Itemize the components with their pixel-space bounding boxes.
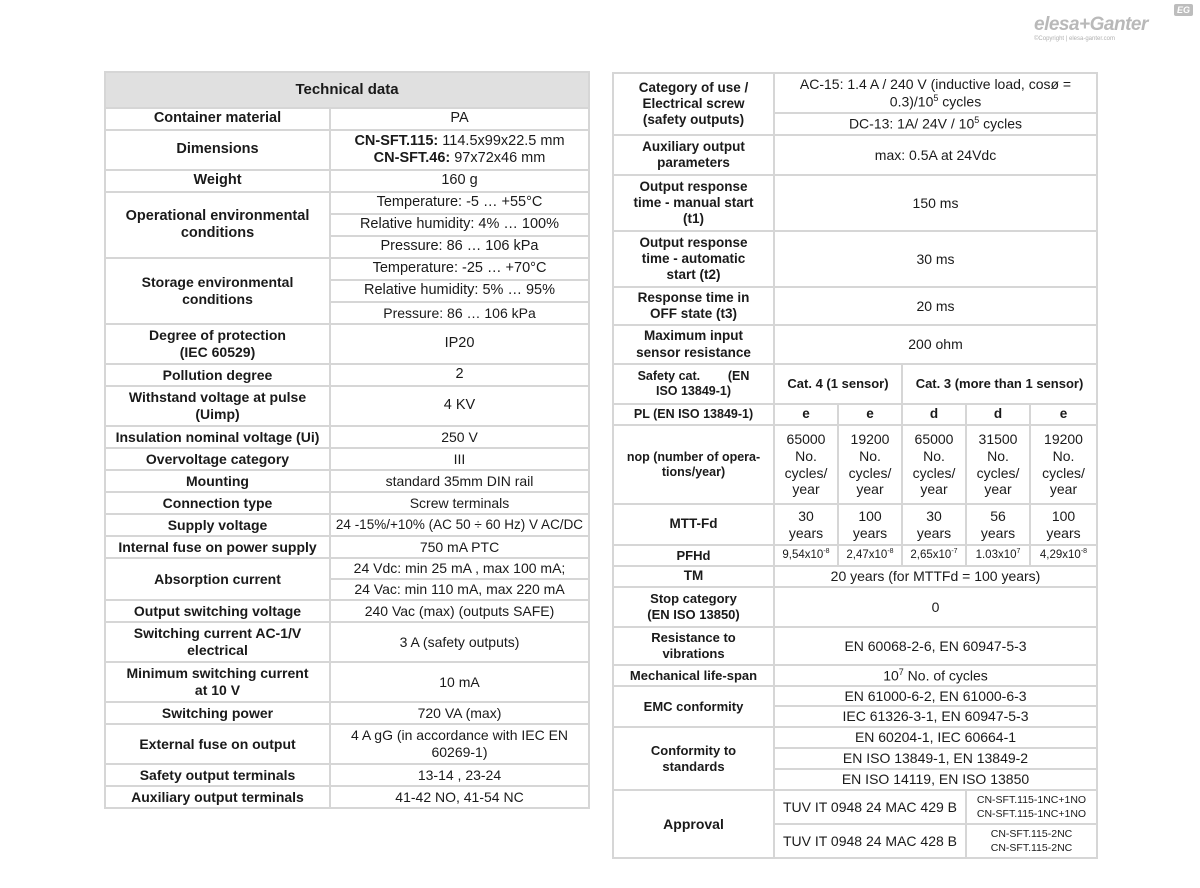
mttfd-number: 56: [990, 507, 1006, 524]
value-text: cycles: [979, 115, 1023, 132]
label-line: Stop category: [650, 591, 737, 607]
label-line: (EN ISO 13850): [647, 607, 740, 622]
row-label: Overvoltage category: [105, 448, 330, 470]
pl-value: e: [774, 404, 838, 425]
nop-unit: cycles/: [784, 464, 828, 481]
table-row: [613, 73, 1097, 113]
row-value: Pressure: 86 … 106 kPa: [330, 236, 589, 258]
row-label: PFHd: [613, 545, 774, 566]
pfhd-mantissa: 9,54x10: [782, 549, 824, 562]
table-row: [105, 492, 589, 514]
nop-number: 31500: [978, 430, 1018, 447]
row-label: [613, 135, 774, 175]
label-line: parameters: [657, 155, 730, 170]
pl-value: d: [966, 404, 1030, 425]
row-value: 20 years (for MTTFd = 100 years): [774, 566, 1097, 587]
table-row: [105, 514, 589, 536]
safety-data-table: [612, 72, 1098, 859]
nop-unit: year: [984, 481, 1012, 498]
pl-value: d: [902, 404, 966, 425]
label-line: nop (number of opera-: [626, 449, 761, 464]
row-value: 160 g: [330, 170, 589, 192]
row-label: [105, 662, 330, 702]
model-name: CN-SFT.46:: [373, 150, 451, 166]
row-label: [105, 622, 330, 662]
table-row: [105, 130, 589, 170]
label-line: electrical: [187, 642, 248, 658]
nop-number: 65000: [914, 430, 954, 447]
nop-unit: year: [792, 481, 820, 498]
row-value: PA: [330, 108, 589, 130]
table-row: [105, 192, 589, 214]
model-line: CN-SFT.115-1NC+1NO: [976, 793, 1087, 806]
nop-number: 65000: [786, 430, 826, 447]
mttfd-value: [966, 504, 1030, 545]
row-value: [774, 665, 1097, 686]
mttfd-value: [902, 504, 966, 545]
brand-badge: EG: [1174, 4, 1193, 16]
mttfd-unit: years: [1046, 524, 1081, 541]
row-value: EN 61000-6-2, EN 61000-6-3: [774, 686, 1097, 706]
model-line: CN-SFT.115-2NC: [990, 827, 1073, 840]
row-value: 2: [330, 364, 589, 386]
row-value: 200 ohm: [774, 325, 1097, 364]
label-line: Switching current AC-1/V: [133, 625, 302, 642]
table-row: [613, 790, 1097, 824]
row-label: Auxiliary output terminals: [105, 786, 330, 808]
row-label: [105, 324, 330, 364]
table-row: [613, 545, 1097, 566]
table-row: [613, 325, 1097, 364]
brand-name: elesa+Ganter: [1034, 14, 1148, 35]
dimension-value: 97x72x46 mm: [450, 150, 546, 166]
pfhd-exponent: -8: [823, 548, 830, 556]
label-line: (safety outputs): [642, 112, 745, 128]
exponent: 5: [933, 92, 939, 103]
row-value: 30 ms: [774, 231, 1097, 287]
nop-unit: cycles/: [1042, 464, 1085, 481]
row-value: Temperature: -5 … +55°C: [330, 192, 589, 214]
nop-unit: cycles/: [976, 464, 1020, 481]
table-row: [613, 587, 1097, 627]
row-value: Pressure: 86 … 106 kPa: [330, 302, 589, 324]
pfhd-value: [966, 545, 1030, 566]
row-value: 3 A (safety outputs): [330, 622, 589, 662]
label-line: vibrations: [662, 646, 725, 661]
table-row: [613, 135, 1097, 175]
nop-value: [966, 425, 1030, 504]
table-row: [613, 566, 1097, 587]
row-value: 10 mA: [330, 662, 589, 702]
table-row: [613, 665, 1097, 686]
label-line: ISO 13849-1): [655, 384, 732, 398]
row-label: [613, 727, 774, 790]
row-value: Relative humidity: 4% … 100%: [330, 214, 589, 236]
table-row: [613, 504, 1097, 545]
label-line: Response time in: [637, 289, 750, 305]
table-row: [613, 727, 1097, 748]
row-value: IP20: [330, 324, 589, 364]
row-value: 24 -15%/+10% (AC 50 ÷ 60 Hz) V AC/DC: [330, 514, 589, 536]
mttfd-number: 30: [926, 507, 942, 524]
value-line: 0.3)/10: [889, 93, 934, 110]
row-label: Approval: [613, 790, 774, 858]
row-label: External fuse on output: [105, 724, 330, 764]
nop-unit: No.: [987, 447, 1009, 464]
row-value: standard 35mm DIN rail: [330, 470, 589, 492]
nop-unit: year: [1049, 481, 1078, 498]
table-row: [105, 426, 589, 448]
dimension-value: 114.5x99x22.5 mm: [438, 132, 565, 149]
brand-copyright: ©Copyright | elesa-ganter.com: [1034, 36, 1116, 42]
nop-unit: No.: [859, 447, 881, 464]
table-row: [105, 108, 589, 130]
nop-unit: No.: [923, 447, 945, 464]
technical-data-table: [104, 71, 590, 809]
row-value: EN 60068-2-6, EN 60947-5-3: [774, 627, 1097, 665]
row-label: [613, 287, 774, 325]
row-label: Supply voltage: [105, 514, 330, 536]
nop-value: [774, 425, 838, 504]
label-line: Output response: [639, 178, 748, 194]
nop-number: 19200: [850, 430, 890, 447]
mttfd-value: [774, 504, 838, 545]
row-label: [613, 364, 774, 404]
pfhd-exponent: -8: [887, 548, 894, 556]
row-value: 250 V: [330, 426, 589, 448]
label-line: (IEC 60529): [179, 344, 256, 360]
mttfd-number: 100: [858, 507, 882, 524]
row-value: 4 KV: [330, 386, 589, 426]
row-value: EN ISO 14119, EN ISO 13850: [774, 769, 1097, 790]
label-line: start (t2): [666, 267, 721, 283]
table-row: [105, 600, 589, 622]
value-line: cycles: [938, 93, 982, 110]
label-line: Auxiliary output: [642, 138, 745, 154]
label-line: OFF state (t3): [649, 306, 737, 321]
label-line: Withstand voltage at pulse: [128, 389, 307, 406]
label-line: sensor resistance: [636, 344, 751, 360]
value-text: 10: [883, 667, 899, 684]
table-row: [105, 558, 589, 579]
row-value: Relative humidity: 5% … 95%: [330, 280, 589, 302]
label-line: Minimum switching current: [126, 665, 309, 682]
certificate-models: [966, 824, 1097, 858]
label-line: standards: [662, 758, 725, 774]
table-row: [613, 404, 1097, 425]
row-label: Connection type: [105, 492, 330, 514]
label-line: Safety cat. (EN: [637, 369, 750, 383]
row-value: max: 0.5A at 24Vdc: [774, 135, 1097, 175]
pfhd-mantissa: 4,29x10: [1039, 549, 1081, 562]
row-label: Output switching voltage: [105, 600, 330, 622]
label-line: at 10 V: [194, 682, 241, 698]
pfhd-mantissa: 2,65x10: [910, 549, 952, 562]
model-line: CN-SFT.115-2NC: [990, 842, 1073, 854]
row-label: [613, 425, 774, 504]
row-label: Insulation nominal voltage (Ui): [105, 426, 330, 448]
brand-logo: [1030, 5, 1195, 48]
label-line: Output response: [639, 234, 748, 250]
label-line: Maximum input: [643, 328, 743, 344]
row-label: [613, 231, 774, 287]
label-line: (t1): [683, 211, 704, 227]
exponent: 7: [898, 666, 904, 677]
row-label: [613, 73, 774, 135]
row-value: 13-14 , 23-24: [330, 764, 589, 786]
row-label: [613, 175, 774, 231]
row-label: Switching power: [105, 702, 330, 724]
pl-value: e: [838, 404, 902, 425]
table-row: [105, 622, 589, 662]
row-label: Weight: [105, 170, 330, 192]
pfhd-value: [838, 545, 902, 566]
nop-unit: No.: [795, 447, 817, 464]
certificate-number: TUV IT 0948 24 MAC 429 B: [774, 790, 966, 824]
mttfd-value: [1030, 504, 1097, 545]
pfhd-mantissa: 1.03x10: [975, 549, 1017, 562]
exponent: 5: [974, 115, 980, 126]
row-label: Internal fuse on power supply: [105, 536, 330, 558]
row-label: [613, 587, 774, 627]
row-label: Operational environmental conditions: [105, 192, 330, 258]
pfhd-mantissa: 2,47x10: [846, 549, 888, 562]
table-title: Technical data: [105, 72, 589, 108]
certificate-number: TUV IT 0948 24 MAC 428 B: [774, 824, 966, 858]
certificate-models: [966, 790, 1097, 824]
row-label: [613, 325, 774, 364]
row-value: Temperature: -25 … +70°C: [330, 258, 589, 280]
row-label: Pollution degree: [105, 364, 330, 386]
value-text: No. of cycles: [903, 667, 988, 684]
row-label: MTT-Fd: [613, 504, 774, 545]
row-value: 24 Vdc: min 25 mA , max 100 mA;: [330, 558, 589, 579]
nop-number: 19200: [1044, 430, 1083, 447]
row-label: [105, 386, 330, 426]
row-label: Dimensions: [105, 130, 330, 170]
row-value: 20 ms: [774, 287, 1097, 325]
table-row: [613, 627, 1097, 665]
row-label: PL (EN ISO 13849-1): [613, 404, 774, 425]
table-row: [105, 258, 589, 280]
mttfd-value: [838, 504, 902, 545]
mttfd-unit: years: [788, 524, 824, 541]
row-label: Container material: [105, 108, 330, 130]
nop-unit: year: [920, 481, 948, 498]
row-label: Mounting: [105, 470, 330, 492]
row-value: 240 Vac (max) (outputs SAFE): [330, 600, 589, 622]
nop-value: [902, 425, 966, 504]
row-label: Absorption current: [105, 558, 330, 600]
table-row: [613, 364, 1097, 404]
nop-unit: year: [856, 481, 884, 498]
table-row: [613, 175, 1097, 231]
row-label: [613, 627, 774, 665]
nop-value: [838, 425, 902, 504]
label-line: Degree of protection: [149, 327, 286, 344]
row-value: EN 60204-1, IEC 60664-1: [774, 727, 1097, 748]
table-row: [105, 536, 589, 558]
cat4-header: Cat. 4 (1 sensor): [774, 364, 902, 404]
label-line: (Uimp): [195, 406, 240, 422]
mttfd-unit: years: [980, 524, 1016, 541]
label-line: Conformity to: [650, 742, 737, 758]
row-label: EMC conformity: [613, 686, 774, 727]
mttfd-unit: years: [852, 524, 888, 541]
table-row: [613, 425, 1097, 504]
row-label: TM: [613, 566, 774, 587]
pfhd-exponent: -7: [951, 548, 958, 556]
pfhd-exponent: -8: [1080, 548, 1088, 556]
table-row: [105, 324, 589, 364]
table-row: [105, 662, 589, 702]
row-value: 41-42 NO, 41-54 NC: [330, 786, 589, 808]
label-line: Category of use /: [638, 79, 749, 95]
table-row: [105, 448, 589, 470]
cat3-header: Cat. 3 (more than 1 sensor): [902, 364, 1097, 404]
mttfd-unit: years: [916, 524, 952, 541]
row-label: Storage environmental conditions: [105, 258, 330, 324]
model-line: CN-SFT.115-1NC+1NO: [976, 808, 1087, 820]
value-text: DC-13: 1A/ 24V / 10: [848, 115, 975, 132]
table-row: [613, 287, 1097, 325]
row-value: [330, 724, 589, 764]
row-value: EN ISO 13849-1, EN 13849-2: [774, 748, 1097, 769]
table-row: [105, 364, 589, 386]
label-line: time - automatic: [641, 250, 746, 266]
table-row: [613, 686, 1097, 706]
table-row: [105, 170, 589, 192]
mttfd-number: 100: [1051, 507, 1076, 524]
value-line: 60269-1): [431, 744, 488, 760]
row-value: III: [330, 448, 589, 470]
nop-unit: No.: [1052, 447, 1075, 464]
table-row: [105, 702, 589, 724]
row-value: [774, 113, 1097, 135]
nop-unit: cycles/: [912, 464, 956, 481]
pfhd-value: [902, 545, 966, 566]
pfhd-value: [1030, 545, 1097, 566]
row-value: 0: [774, 587, 1097, 627]
label-line: Electrical screw: [642, 95, 745, 111]
row-value: IEC 61326-3-1, EN 60947-5-3: [774, 706, 1097, 727]
value-line: AC-15: 1.4 A / 240 V (inductive load, cosø =: [799, 75, 1072, 92]
value-line: 4 A gG (in accordance with IEC EN: [350, 727, 569, 744]
mttfd-number: 30: [798, 507, 814, 524]
row-value: Screw terminals: [330, 492, 589, 514]
pfhd-value: [774, 545, 838, 566]
table-row: [613, 231, 1097, 287]
row-value: 150 ms: [774, 175, 1097, 231]
label-line: Resistance to: [651, 630, 736, 646]
row-label: Safety output terminals: [105, 764, 330, 786]
label-line: time - manual start: [633, 194, 754, 210]
model-name: CN-SFT.115:: [354, 132, 439, 149]
table-row: [105, 724, 589, 764]
table-row: [105, 764, 589, 786]
table-row: [105, 470, 589, 492]
pl-value: e: [1030, 404, 1097, 425]
nop-unit: cycles/: [848, 464, 892, 481]
row-value: 24 Vac: min 110 mA, max 220 mA: [330, 579, 589, 600]
row-value: [330, 130, 589, 170]
row-value: [774, 73, 1097, 113]
row-label: Mechanical life-span: [613, 665, 774, 686]
label-line: tions/year): [661, 464, 726, 479]
row-value: 720 VA (max): [330, 702, 589, 724]
table-row: [105, 386, 589, 426]
nop-value: [1030, 425, 1097, 504]
table-row: [105, 786, 589, 808]
pfhd-exponent: 7: [1016, 548, 1021, 556]
row-value: 750 mA PTC: [330, 536, 589, 558]
